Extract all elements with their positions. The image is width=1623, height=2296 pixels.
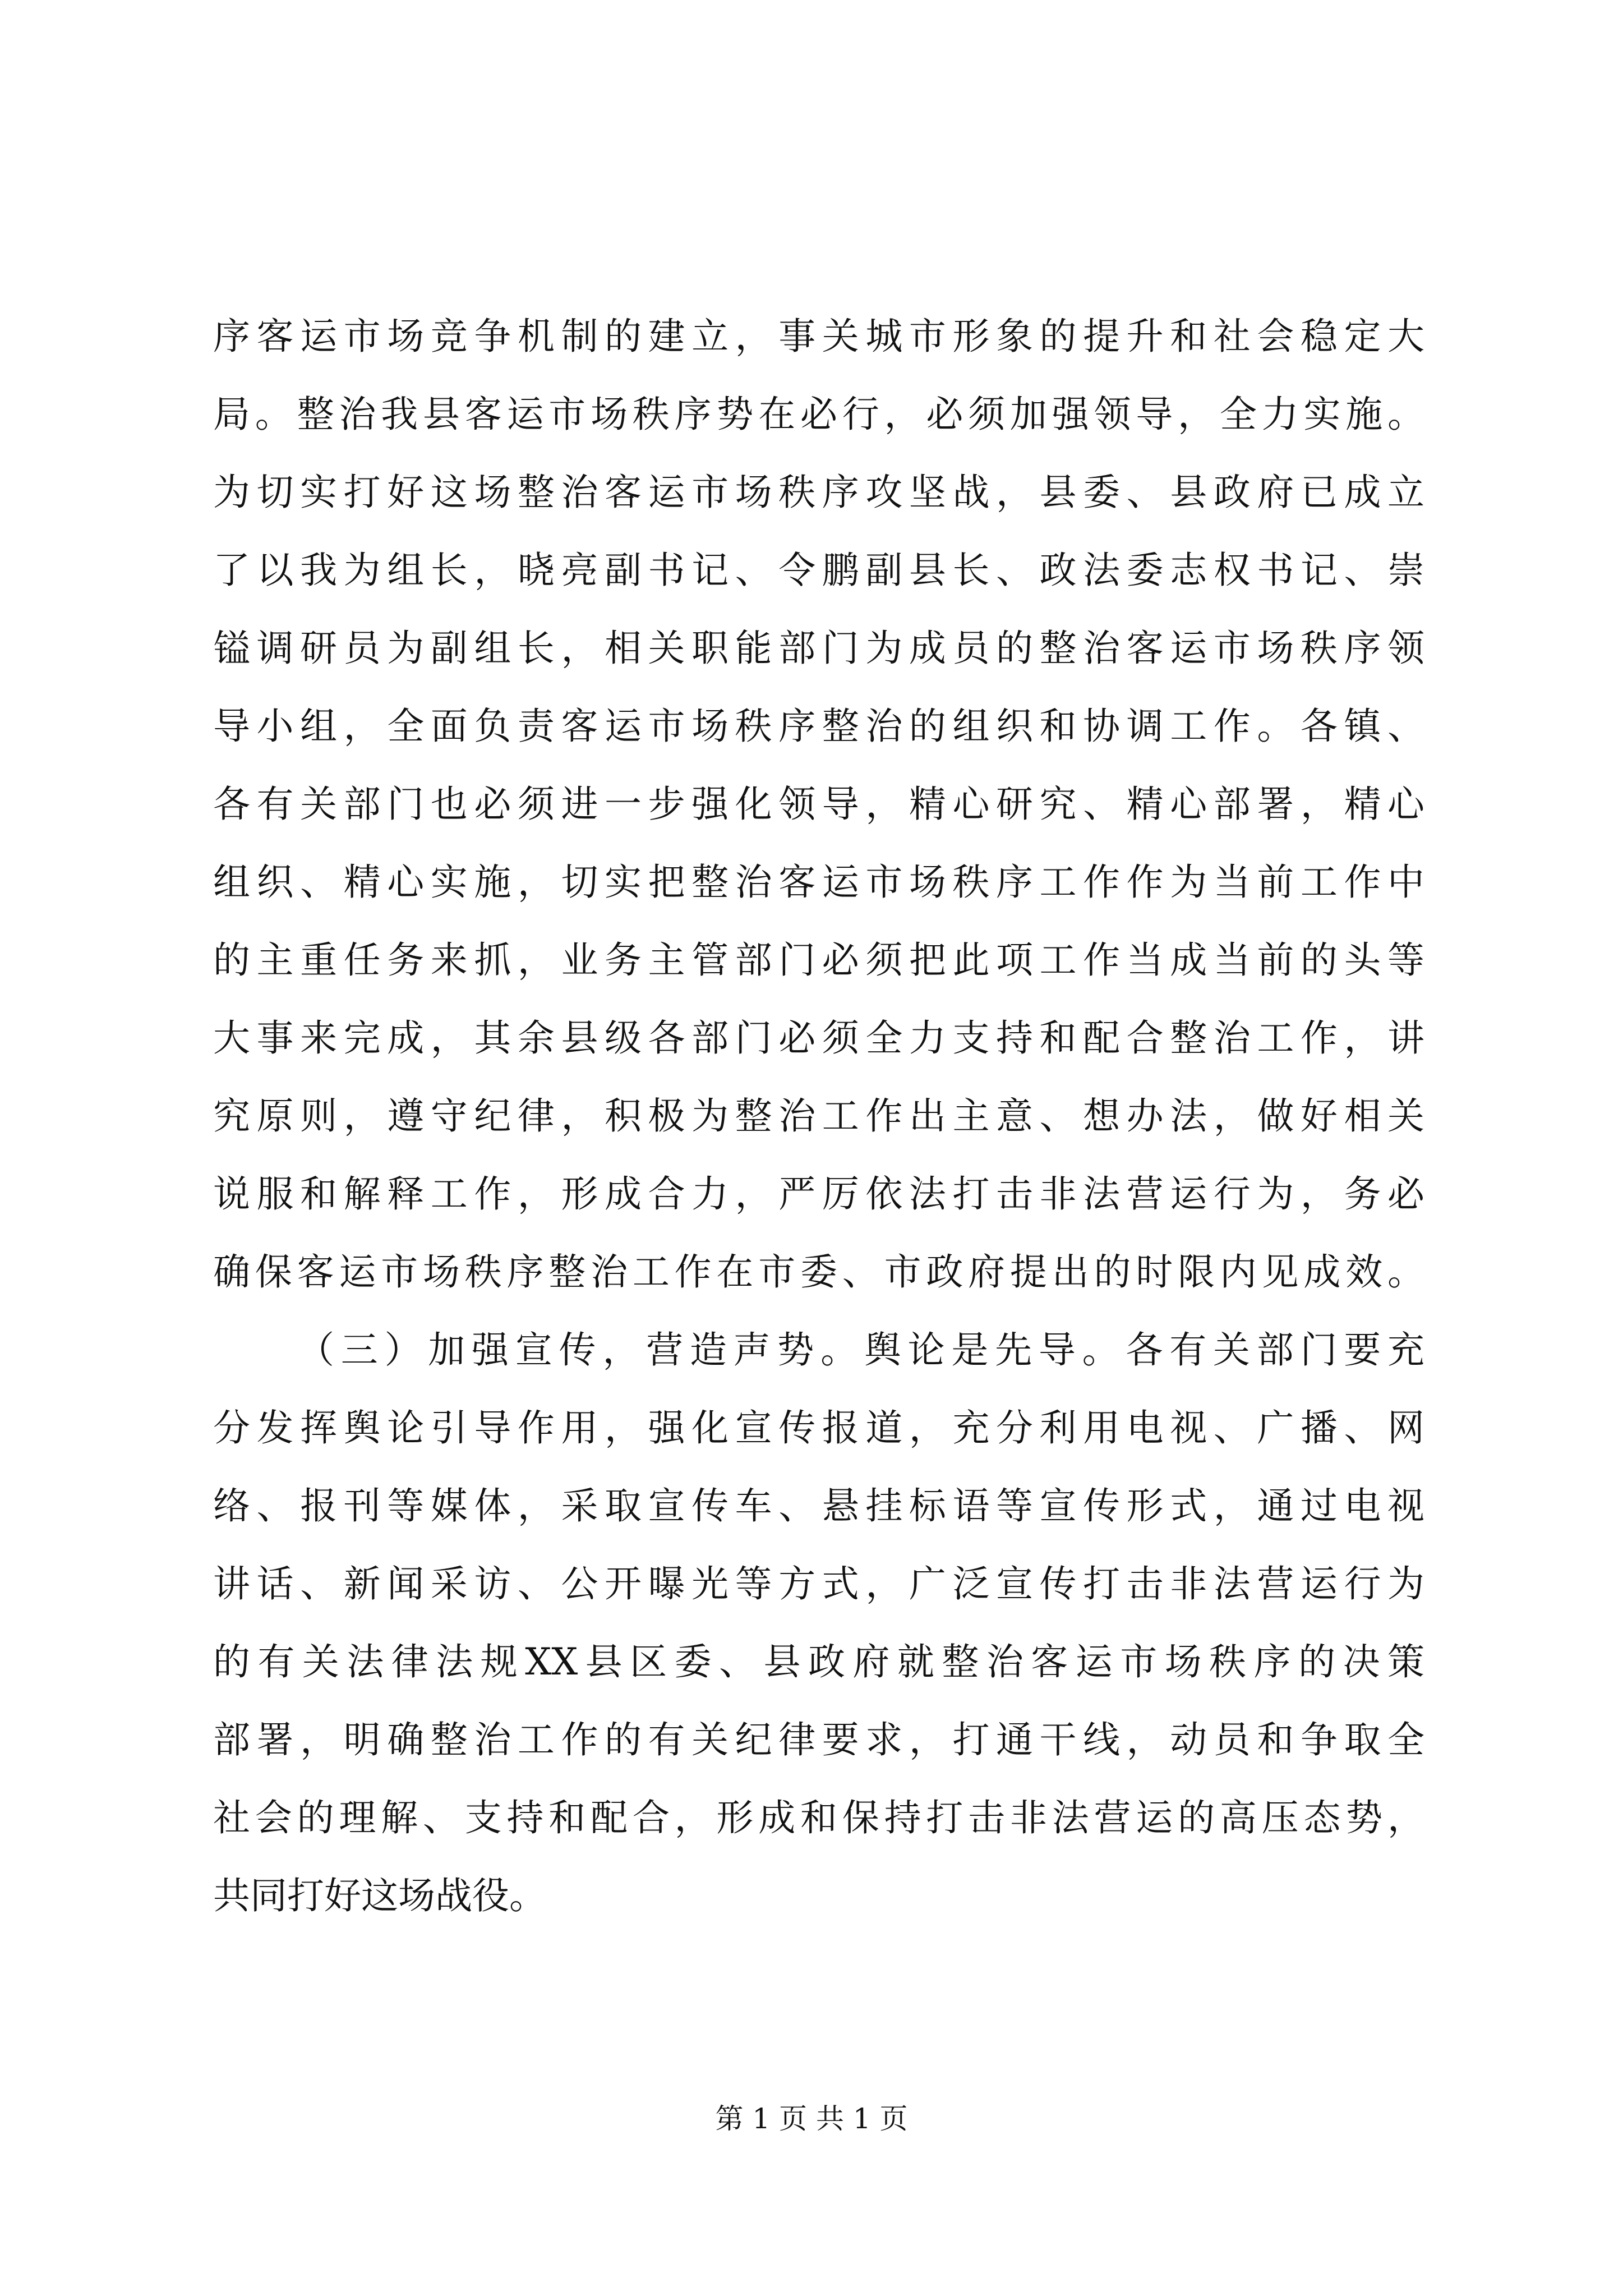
paragraph1-line-6: 导小组，全面负责客运市场秩序整治的组织和协调工作。各镇、: [213, 705, 1424, 748]
paragraph1-line-13: 确保客运市场秩序整治工作在市委、市政府提出的时限内见成效。: [213, 1250, 1424, 1294]
paragraph2-line-3: 络、报刊等媒体，采取宣传车、悬挂标语等宣传形式，通过电视: [213, 1484, 1424, 1527]
paragraph2-line-4: 讲话、新闻采访、公开曝光等方式，广泛宣传打击非法营运行为: [213, 1562, 1424, 1605]
paragraph2-line-5: 的有关法律法规XX县区委、县政府就整治客运市场秩序的决策: [213, 1640, 1424, 1683]
paragraph2-line-6: 部署，明确整治工作的有关纪律要求，打通干线，动员和争取全: [213, 1718, 1424, 1761]
paragraph1-line-12: 说服和解释工作，形成合力，严厉依法打击非法营运行为，务必: [213, 1172, 1424, 1216]
paragraph1-line-7: 各有关部门也必须进一步强化领导，精心研究、精心部署，精心: [213, 783, 1424, 826]
paragraph1-line-9: 的主重任务来抓，业务主管部门必须把此项工作当成当前的头等: [213, 938, 1424, 982]
paragraph2-line-2: 分发挥舆论引导作用，强化宣传报道，充分利用电视、广播、网: [213, 1406, 1424, 1450]
paragraph2-line-8: 共同打好这场战役。: [213, 1874, 546, 1917]
paragraph1-line-2: 局。整治我县客运市场秩序势在必行，必须加强领导，全力实施。: [213, 393, 1424, 436]
page-footer: 第 1 页 共 1 页: [715, 2102, 908, 2135]
paragraph1-line-8: 组织、精心实施，切实把整治客运市场秩序工作作为当前工作中: [213, 861, 1424, 904]
paragraph1-line-1: 序客运市场竞争机制的建立，事关城市形象的提升和社会稳定大: [213, 315, 1424, 358]
paragraph1-line-11: 究原则，遵守纪律，积极为整治工作出主意、想办法，做好相关: [213, 1094, 1424, 1138]
paragraph1-line-10: 大事来完成，其余县级各部门必须全力支持和配合整治工作，讲: [213, 1016, 1424, 1060]
paragraph1-line-4: 了以我为组长，晓亮副书记、令鹏副县长、政法委志权书记、崇: [213, 549, 1424, 592]
paragraph2-line-1: （三）加强宣传，营造声势。舆论是先导。各有关部门要充: [297, 1328, 1424, 1372]
paragraph1-line-3: 为切实打好这场整治客运市场秩序攻坚战，县委、县政府已成立: [213, 471, 1424, 514]
paragraph1-line-5: 镒调研员为副组长，相关职能部门为成员的整治客运市场秩序领: [213, 627, 1424, 670]
paragraph2-line-7: 社会的理解、支持和配合，形成和保持打击非法营运的高压态势，: [213, 1796, 1424, 1839]
